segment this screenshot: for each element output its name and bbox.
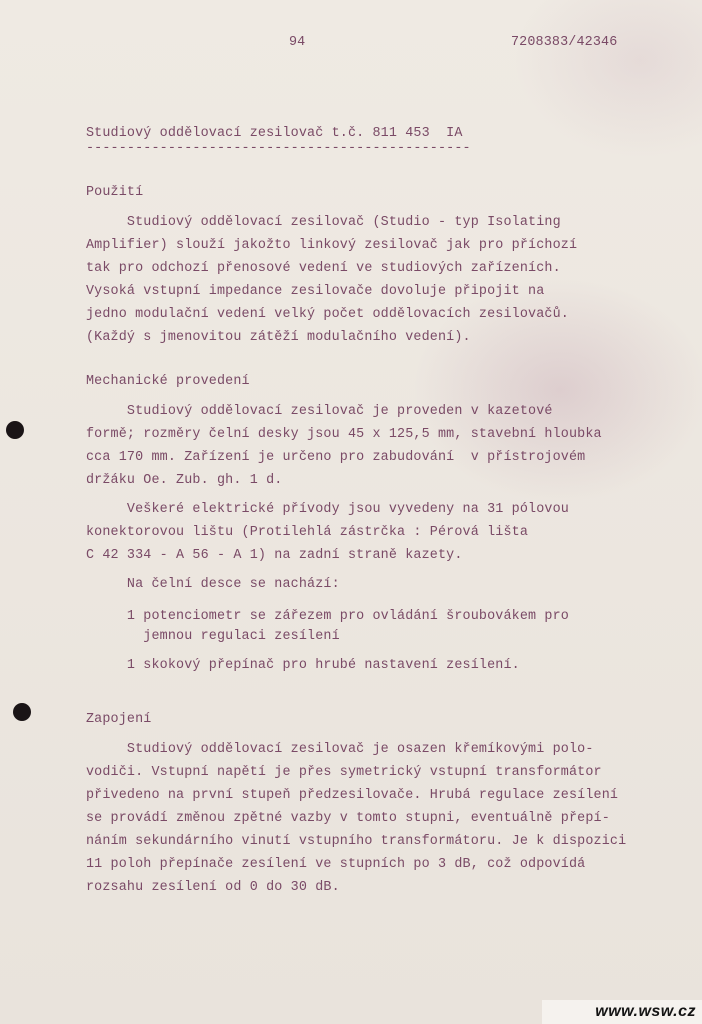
- paragraph-line: (Každý s jmenovitou zátěží modulačního vedení).: [86, 330, 471, 345]
- page-number: 94: [289, 35, 306, 50]
- paragraph-line: 11 poloh přepínače zesílení ve stupních po 3 dB, což odpovídá: [86, 857, 586, 872]
- paragraph-line: rozsahu zesílení od 0 do 30 dB.: [86, 880, 340, 895]
- paragraph-line: Amplifier) slouží jakožto linkový zesilovač jak pro příchozí: [86, 238, 578, 253]
- paragraph-line: držáku Oe. Zub. gh. 1 d.: [86, 473, 283, 488]
- paragraph-line: se provádí změnou zpětné vazby v tomto stupni, eventuálně přepí-: [86, 811, 610, 826]
- list-item: 1 skokový přepínač pro hrubé nastavení zesílení.: [86, 658, 520, 673]
- paragraph-line: přivedeno na první stupeň předzesilovače. Hrubá regulace zesílení: [86, 788, 619, 803]
- list-item-continuation: jemnou regulaci zesílení: [86, 629, 340, 644]
- paragraph-line: konektorovou lištu (Protilehlá zástrčka : Pérová lišta: [86, 525, 529, 540]
- paragraph-line: Studiový oddělovací zesilovač je proveden v kazetové: [86, 404, 553, 419]
- list-item: 1 potenciometr se zářezem pro ovládání šroubovákem pro: [86, 609, 569, 624]
- paragraph-line: C 42 334 - A 56 - A 1) na zadní straně kazety.: [86, 548, 463, 563]
- watermark-band: [542, 1000, 702, 1024]
- paragraph-line: cca 170 mm. Zařízení je určeno pro zabudování v přístrojovém: [86, 450, 586, 465]
- document-code: 7208383/42346: [511, 35, 618, 50]
- paragraph-line: Vysoká vstupní impedance zesilovače dovoluje připojit na: [86, 284, 545, 299]
- section-heading-pouziti: Použití: [86, 185, 144, 200]
- paragraph-line: jedno modulační vedení velký počet oddělovacích zesilovačů.: [86, 307, 569, 322]
- paragraph-line: náním sekundárního vinutí vstupního transformátoru. Je k dispozici: [86, 834, 627, 849]
- punch-hole: [6, 421, 24, 439]
- list-intro: Na čelní desce se nachází:: [86, 577, 340, 592]
- paragraph-line: formě; rozměry čelní desky jsou 45 x 125,5 mm, stavební hloubka: [86, 427, 602, 442]
- watermark: www.wsw.cz: [595, 1003, 696, 1020]
- section-heading-mechanicke: Mechanické provedení: [86, 374, 250, 389]
- paragraph-line: Studiový oddělovací zesilovač (Studio - typ Isolating: [86, 215, 561, 230]
- paragraph-line: Veškeré elektrické přívody jsou vyvedeny na 31 pólovou: [86, 502, 569, 517]
- section-heading-zapojeni: Zapojení: [86, 712, 152, 727]
- paragraph-line: tak pro odchozí přenosové vedení ve studiových zařízeních.: [86, 261, 561, 276]
- title-underline: -----------------------------------------------: [86, 141, 471, 156]
- document-title: Studiový oddělovací zesilovač t.č. 811 453 IA: [86, 126, 463, 141]
- paragraph-line: vodiči. Vstupní napětí je přes symetrický vstupní transformátor: [86, 765, 602, 780]
- paragraph-line: Studiový oddělovací zesilovač je osazen křemíkovými polo-: [86, 742, 594, 757]
- punch-hole: [13, 703, 31, 721]
